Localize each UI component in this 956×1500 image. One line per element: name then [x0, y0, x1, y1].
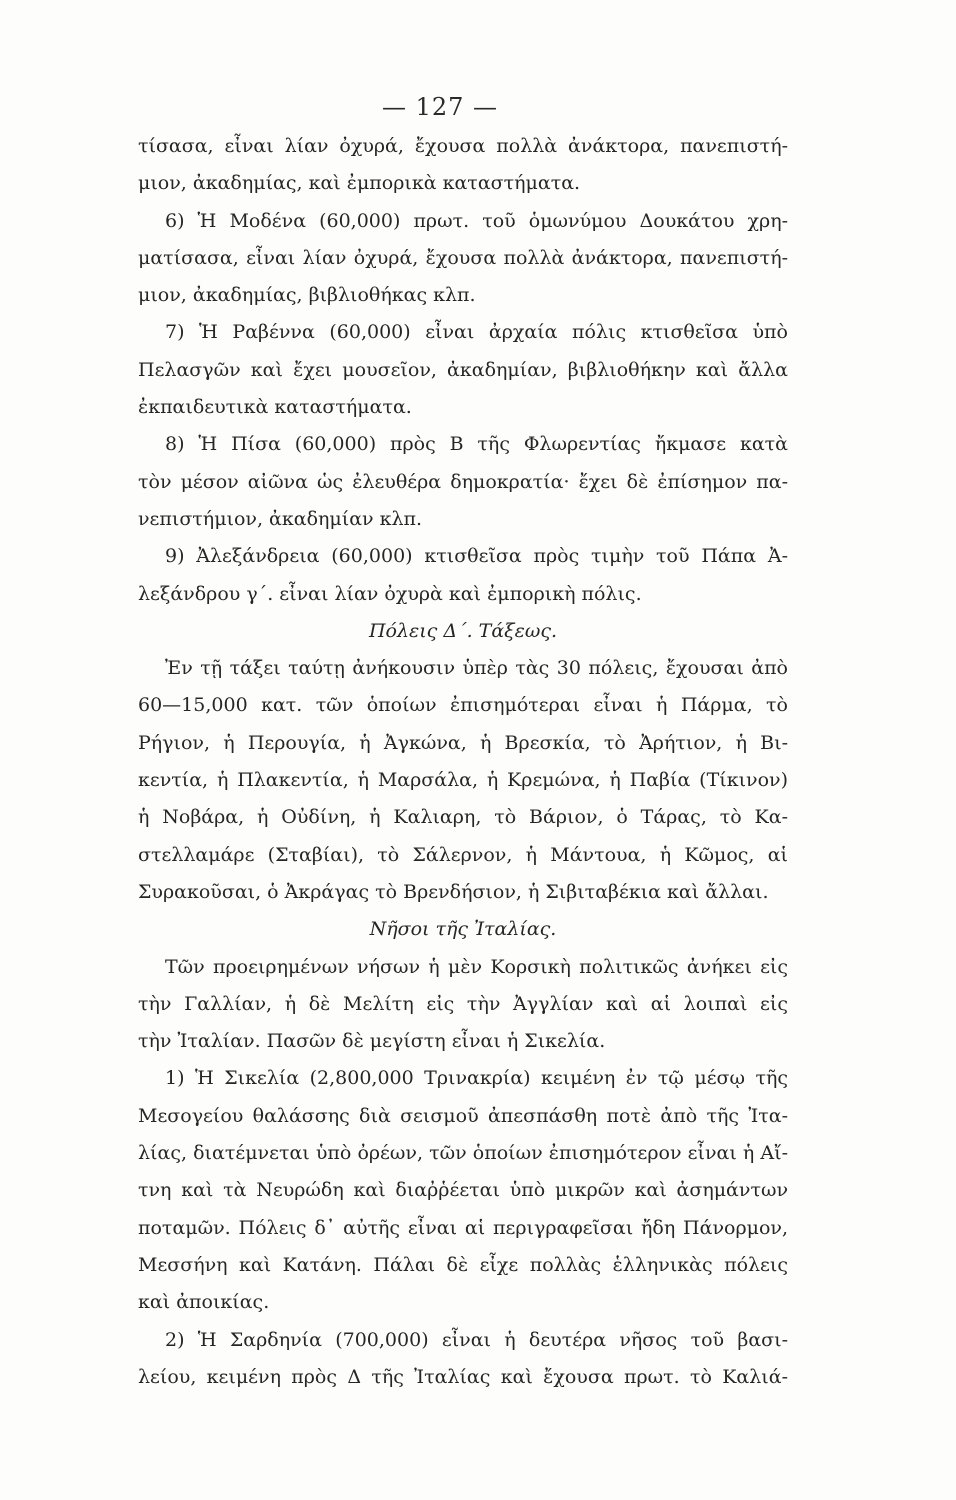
text-line: Ἐν τῇ τάξει ταύτῃ ἀνήκουσιν ὑπὲρ τὰς 30 πόλεις, ἔχουσαι ἀπὸ [165, 657, 788, 680]
text-line: κεντία, ἡ Πλακεντία, ἡ Μαρσάλα, ἡ Κρεμώνα, ἡ Παβία (Τίκινον) [138, 769, 788, 792]
page-number: — 127 — [381, 93, 499, 121]
text-line: 2) Ἡ Σαρδηνία (700,000) εἶναι ἡ δευτέρα νῆσος τοῦ βασι- [165, 1328, 788, 1351]
text-line: τὴν Ἰταλίαν. Πασῶν δὲ μεγίστη εἶναι ἡ Σικελία. [138, 1030, 606, 1053]
text-line: ποταμῶν. Πόλεις δ᾽ αὐτῆς εἶναι αἱ περιγραφεῖσαι ἤδη Πάνορμον, [138, 1216, 788, 1239]
text-line: Μεσσήνη καὶ Κατάνη. Πάλαι δὲ εἶχε πολλὰς ἑλληνικὰς πόλεις [138, 1253, 788, 1276]
text-line: λεξάνδρου γ΄. εἶναι λίαν ὀχυρὰ καὶ ἐμπορικὴ πόλις. [138, 582, 642, 605]
text-line: τὸν μέσον αἰῶνα ὡς ἐλευθέρα δημοκρατία· ἔχει δὲ ἐπίσημον πα- [138, 470, 788, 493]
text-line: ἡ Νοβάρα, ἡ Οὐδίνη, ἡ Καλιαρη, τὸ Βάριον, ὁ Τάρας, τὸ Κα- [138, 806, 788, 829]
section-heading: Πόλεις Δ΄. Τάξεως. [368, 619, 557, 642]
text-line: Τῶν προειρημένων νήσων ἡ μὲν Κορσικὴ πολιτικῶς ἀνήκει εἰς [165, 955, 788, 978]
text-line: 6) Ἡ Μοδένα (60,000) πρωτ. τοῦ ὁμωνύμου Δουκάτου χρη- [165, 209, 788, 232]
text-line: λίας, διατέμνεται ὑπὸ ὀρέων, τῶν ὁποίων ἐπισημότερον εἶναι ἡ Αἴ- [138, 1142, 788, 1165]
text-line: στελλαμάρε (Σταβίαι), τὸ Σάλερνον, ἡ Μάντουα, ἡ Κῶμος, αἱ [138, 843, 788, 866]
text-line: καὶ ἀποικίας. [138, 1291, 270, 1314]
section-heading: Νῆσοι τῆς Ἰταλίας. [369, 918, 557, 941]
text-line: 8) Ἡ Πίσα (60,000) πρὸς Β τῆς Φλωρεντίας ἤκμασε κατὰ [165, 433, 788, 456]
text-line: Ρήγιον, ἡ Περουγία, ἡ Ἀγκώνα, ἡ Βρεσκία, τὸ Ἀρήτιον, ἡ Βι- [138, 731, 788, 754]
text-line: λείου, κειμένη πρὸς Δ τῆς Ἰταλίας καὶ ἔχουσα πρωτ. τὸ Καλιά- [138, 1365, 788, 1388]
text-line: 60—15,000 κατ. τῶν ὁποίων ἐπισημότεραι εἶναι ἡ Πάρμα, τὸ [138, 694, 788, 717]
text-line: ματίσασα, εἶναι λίαν ὀχυρά, ἔχουσα πολλὰ ἀνάκτορα, πανεπιστή- [138, 246, 788, 269]
text-line: Συρακοῦσαι, ὁ Ἀκράγας τὸ Βρενδήσιον, ἡ Σιβιταβέκια καὶ ἄλλαι. [138, 880, 769, 903]
text-line: 9) Ἀλεξάνδρεια (60,000) κτισθεῖσα πρὸς τιμὴν τοῦ Πάπα Ἀ- [165, 545, 788, 568]
page-text [138, 128, 788, 1396]
text-line: νεπιστήμιον, ἀκαδημίαν κλπ. [138, 507, 423, 530]
text-line: τὴν Γαλλίαν, ἡ δὲ Μελίτη εἰς τὴν Ἀγγλίαν καὶ αἱ λοιπαὶ εἰς [138, 992, 788, 1015]
text-line: τίσασα, εἶναι λίαν ὀχυρά, ἔχουσα πολλὰ ἀνάκτορα, πανεπιστή- [138, 135, 788, 157]
text-line: 1) Ἡ Σικελία (2,800,000 Τρινακρία) κειμένη ἐν τῷ μέσῳ τῆς [165, 1067, 788, 1090]
text-line: μιον, ἀκαδημίας, καὶ ἐμπορικὰ καταστήματα. [138, 172, 581, 195]
text-line: ἐκπαιδευτικὰ καταστήματα. [138, 396, 412, 419]
text-line: 7) Ἡ Ραβέννα (60,000) εἶναι ἀρχαία πόλις κτισθεῖσα ὑπὸ [165, 321, 788, 344]
text-line: Μεσογείου θαλάσσης διὰ σεισμοῦ ἀπεσπάσθη ποτὲ ἀπὸ τῆς Ἰτα- [138, 1104, 788, 1127]
text-line: Πελασγῶν καὶ ἔχει μουσεῖον, ἀκαδημίαν, βιβλιοθήκην καὶ ἄλλα [138, 358, 788, 381]
text-line: μιον, ἀκαδημίας, βιβλιοθήκας κλπ. [138, 284, 476, 307]
text-line: τνη καὶ τὰ Νευρώδη καὶ διαῤῥέεται ὑπὸ μικρῶν καὶ ἀσημάντων [138, 1179, 788, 1202]
